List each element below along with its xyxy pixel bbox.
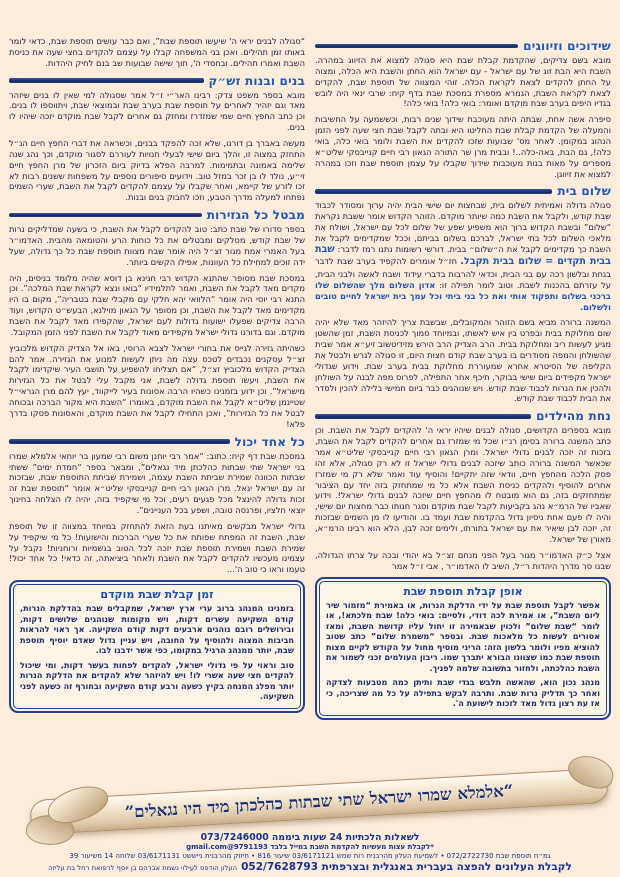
- info-box-early-time: [9, 580, 305, 713]
- section-header-shalom-bayit: [315, 184, 611, 198]
- footer-halachic-hotline: לשאלות הלכתיות 24 שעות ביממה 073/7246000: [200, 831, 420, 843]
- footer-email-line: *לקבלת עצות מעשיות להקדמת השבת במייל בלבד 9791193@gmail.com: [186, 843, 434, 852]
- section-title: מבטל כל הגזירות: [206, 208, 305, 223]
- header-rule: [315, 189, 552, 194]
- section-title: שידוכים וזיווגים: [523, 39, 611, 53]
- paragraph: אצל כ״ק האדמו״ר מגור בעל הפני מנחם זצ״ל בא יהודי ובכה על צרתו הגדולה, שבנו סר מדרך היהדות ר״ל, השיב לו האדמו״ר , אבי ז״ל אמר: [315, 549, 611, 571]
- highlight-prayer: אדון השלום מלך שהשלום שלו ברכני בשלום ותפקוד אותי ואת כל בני ביתי וכל עמך בית ישראל לחיים טובים ולשלום.: [315, 279, 611, 312]
- section-title: בנים ובנות זש״ק: [208, 73, 305, 88]
- paragraph: [315, 200, 611, 312]
- section-title: נחת מהילדים: [536, 409, 611, 424]
- footer-distribution-line: [0, 861, 620, 874]
- scroll-ribbon-banner: [29, 768, 608, 835]
- header-rule: [315, 414, 531, 419]
- text-run: חז״ל אומרים להקפיד בערב שבת לדבר בנחת ובלשון רכה עם בני הבית, וכדאי להרבות בדברי עידוד ושבח לאשה ולבני הבית, על עזרתם בהכנות לשבת. וטוב לומר תפילה זו:: [315, 256, 611, 290]
- section-title: כל אחד יכול: [234, 434, 305, 449]
- footer-dedication-text: העלון הודפס לעילוי נשמת אברהם בן יוסף לרפואת רחל בת עליזה: [48, 863, 238, 872]
- footer-contact-block: [0, 832, 620, 874]
- column-right: [315, 36, 611, 720]
- section-title: שלום בית: [557, 184, 611, 199]
- footer-distribution-text: לקבלת העלונים להפצה בעברית באנגלית ובצרפתית 052/7628793: [241, 860, 572, 873]
- section-header-gezerot: [9, 208, 305, 222]
- paragraph: כשהיתה גזירה לגייס את בחורי ישראל לצבא הרוסי, באו אל הצדיק הקדוש מלכוביץ זצ״ל עסקנים נכבדים לטכס עצה מה ניתן לעשות למנוע את הגזירה. אמר להם הצדיק הקדוש מלכוביץ זצ״ל, “אם תצליחו להשפיע על תושבי העיר שיקדימו לקבל את השבת, ויעשו תוספת גדולה לשבת, אני מקבל עלי לבטל את כל הגזירות מישראל”. וכן ידוע בזמנינו כשהיו הרבה אסונות בעיר לייקווד, יעץ להם מרן הגראי״ל שטיינמן שליט״א לקבל את השבת מוקדם, באומרו “השבת היא מקור הברכה ובכוחה לבטל את כל הגזירות”, ואכן התחילו לקבל את השבת מוקדם, והאסונות פסקו בדרך פלא!: [9, 342, 305, 429]
- paragraph: מובא בספרים הקדושים, סגולה לבנים שיהיו יראי ה' להקדים לקבל את השבת. וכן כתב המשנה ברורה בסימן רנ״ו שכל מי שמזרז גם אחרים להקדים לקבל את השבת, בזכות זה יזכה לבנים גדולי ישראל. ומרן הגאון רבי חיים קנייבסקי שליט״א אמר שכאשר המשנה ברורה כותב שיזכה לבנים גדולי ישראל זו לא רק סגולה, אלא זהו פסק הלכה מהחפץ חיים, וודאי שזה יתקיים! והוסיף עוד ואמר שלא רק מי שמזרז אחרים להוסיף ולהקדים כניסת השבת אלא כל מי שמתחזק בזה יחד עם הציבור שמתחזקים בזה, גם הוא מובטח לו מהחפץ חיים שיזכה לבנים גדולי ישראל!. וידוע שאביו של הרמ״א נהג בקביעות לקבל שבת מוקדם וסגר חנותו כבר מחצות יום שישי, והיה לו פעם אחת ניסיון גדול בהקדמת שבת ועמד בו. והודיעו לו מן השמים שבזכות זה, יזכה לבן שיאיר את עם ישראל בתורתו, ולימים זכה לבן, הלא הוא רבינו הרמ״א, מאורן של ישראל.: [315, 425, 611, 544]
- section-header-nachat: [315, 409, 611, 423]
- paragraph: מובא בספר משפט צדק: רבינו האר״י ז״ל אמר שסגולה למי שאין לו בנים שיזהר מאד וגם יזהיר לאחרים על תוספת שבת בערב שבת ובמוצאי שבת, ויתווספו לו בנים. וכן כתב החפץ חיים שמי שמזדרז ומחזק גם אחרים לקבל שבת מוקדם יזכה שיהיו לו בנים.: [9, 89, 305, 133]
- banner-area: [0, 771, 620, 831]
- column-left: [9, 36, 305, 720]
- header-rule: [315, 44, 518, 49]
- paragraph: מעשה באברך בן דורנו, שלא זכה להפקד בבנים, וכשראה את דברי החפץ חיים הנ״ל התחזק במצוה זו, והלך ביום שישי לבעלי חנויות לעוררם לסגור מוקדם, וכך נהג שנה שלימה באמונה ובתמימות. למרבה הפלא בדיוק ביום הזכרון של מרן החפץ חיים זי״ע, נולד לו בן זכר במזל טוב. וידועים סיפורים נוספים על משפחות ששנים רבות לא זכו לזרע של קיימא, ואחר שקבלו על עצמם להקדים לקבל את השבת, שערי השמים נפתחו למעלה מדרך הטבע, וזכו לחבוק בנים ובנות.: [9, 138, 305, 203]
- header-rule: [9, 213, 202, 218]
- paragraph: גדולי ישראל מבקשים מאיתנו בעת הזאת להתחזק במיוחד במצווה זו של תוספת שבת, השבת זה המפתח שפותח את כל שערי הברכות והישועות! כל מי שיקפיד על שמירת השבת ושמירת תוספת שבת יזכה לכל הטוב בגשמיות ורוחניות! נקבל על עצמינו מעכשיו להקדים לקבל את השבת ולאחר ביציאתה, זה כדאי! כל אחד יכול! טעמו וראו כי טוב ה'...: [9, 520, 305, 575]
- header-rule: [9, 78, 204, 83]
- paragraph: במסכת שבת דף קיח: כתוב: “אמר רבי יוחנן משום רבי שמעון בר יוחאי אלמלא שמרו בני ישראל שתי שבתות כהלכתן מיד נגאלים”, ומבאר בספר “חמדת ימים” ששתי שבתות הכוונה שמירת שביתת השבת עצמה, ושמירת שביתת התוספת שבת, שבזכות זה עם ישראל יגאל. מרן הגאון רבי חיים קנייבסקי שליט״א אומר “תוספת שבת זה זכות גדולה להינצל מכל פגעים רעים, וכל מי שיקפיד בזה, יהיה לו הצלחה בחינוך יוצאי חלציו, ופרנסה טובה, ושפע בכל העניינים”.: [9, 450, 305, 515]
- info-box-accepting-tosefet: [315, 577, 611, 720]
- section-header-shidduchim: [315, 39, 611, 53]
- paragraph: מובא בשם צדיקים, שהקדמת קבלת שבת היא סגולה למצוא את הזיווג במהרה. השבת היא הבת זוג של עם ישראל - עם ישראל הוא החתן והשבת היא הכלה, ומצוה על החתן להקדים לצאת לקראת הכלה. זוהי המצווה של תוספת שבת, להקדים לצאת לקראת השבת, הגמרא מספרת במסכת שבת בדף קיח: שרבי ינאי היה לובש בגדיו היפים בערב שבת מוקדם ואומר: בואי כלה! בואי כלה!: [315, 55, 611, 109]
- paragraph: בספר סדורו של שבת כתב: טוב להקדים לקבל את השבת, כי בשעה שמדליקים נרות של שבת קודש, מסלקים ומבטלים את כל כוחות הרע והטומאה מהבית. האדמו״ר בעל האמרי אמת מגור זצ״ל היה אומר שבח מצוות תוספת שבת כל כך גדולה, שעל ידה זוכים למחילת כל העוונות, אפילו הקשים ביותר.: [9, 224, 305, 267]
- highlight-gematria: שבת בבית תקדים = שלום בבית תקבל.: [315, 243, 611, 268]
- paragraph: סיפרה אשה אחת, שבתה היתה מעוכבת שידוך שנים רבות, וכששמעה על החשיבות והמעלה של הקדמת קבלת שבת החליטו היא ובתה לקבל שבת חצי שעה לפני הזמן הנהוג במקומן. לאחר מס' שבועות שזכו להקדים את השבת ולומר בואי כלה, בואי כלה!, גם הבת, באה-כלה..! ובבית מרן שר התורה הגאון רבי חיים קנייבסקי שליט״א מספרים על מאות בנות מעוכבות שידוך שקבלו על עצמן תוספת שבת וזכו במהרה למצוא את זיווגן.: [315, 114, 611, 179]
- box-paragraph: טוב וראוי על פי גדולי ישראל, להקדים לפחות בעשר דקות, ומי שיכול להקדים חצי שעה אשרי לו! ויש להיזהר שלא להקדים את הדלקת הנרות יותר מפלג המנחה בקיץ כשעה ורבע קודם השקיעה ובחורף זה כשעה לפני השקיעה.: [20, 659, 294, 702]
- section-header-banim: [9, 74, 305, 88]
- banner-text: “אלמלא שמרו ישראל שתי שבתות כהלכתן מיד היו נגאלים”: [124, 780, 514, 822]
- paragraph: במסכת שבת מסופר שהתנא הקדוש רבי חנינא בן דוסא שהיה מלומד בניסים, היה מקדים מאד לקבל את השבת, ואמר לתלמידיו “בואו ונצא לקראת שבת המלכה”. וכן התנא רבי יוסי היה אומר “הלוואי יהא חלקי עם מקבלי שבת בטבריה”, מקום בו היו מקדימים מאד לקבל את השבת, וכן מסופר על הגאון מוילנא, הבעש״ט הקדוש, ועוד הרבה צדיקים שפעלו ישועות גדולות לעם ישראל, שהקפידו מאד לקבל את השבת מוקדם. וגם בדורנו גדולי ישראל מקפידים מאוד לקבל את השבת לפני הזמן המקובל.: [9, 272, 305, 337]
- box-title: אופן קבלת תוספת שבת: [403, 584, 523, 598]
- box-title: זמן קבלת שבת מוקדם: [100, 588, 214, 602]
- paragraph-continuation: “סגולה לבנים יראי ה' שיעשו תוספת שבת”, ואם כבר עושים תוספת שבת, כדאי לומר באותו זמן תהילים. ואכן בני המשפחה קבלו על עצמם להקדים בחצי שעה את כניסת השבת ואמרו תהילים. ובחסדי ה', תוך שישה שבועות שב בנם לחיק היהדות.: [9, 36, 305, 68]
- paragraph: המשנה ברורה מביא בשם הזוהר והמקובלים, שבשבת צריך להיזהר מאד שלא יהיה שום מחלוקת בבית ובפרט בין איש לאשתו, ובמיוחד סמוך לכניסת השבת, זמן שהשטן מגיע לעשות ריב ומחלוקת בבית. הרב הצדיק הרב הירש מזידיטשוב זיע״א אמר שבית שהשולחן והמפה מסודרים בו בערב שבת קודם חצות היום, זו סגולה לגרש ולבטל את הקליפה של הסיטרא אחרא שמעוררת מחלוקת בבית בערב שבת. וידוע שגדולי ישראל מקפידים ביום שישי בבוקר, תיכף אחר התפילה, לפרוס מפה לבנה על השולחן ולהכין את הנרות לכבוד שבת קודש. ויש שנוהגים כבר ביום חמישי בלילה להכין ולסדר את הבית לכבוד שבת קודש.: [315, 317, 611, 404]
- header-rule: [9, 439, 230, 444]
- box-paragraph: בזמנינו המנהג ברוב ערי ארץ ישראל, שמקבלים שבת בהדלקת הנרות, קודם השקיעה עשרים דקות, ויש מקומות שנוהגים שלושים דקות, ובירושלים רובם נוהגים ארבעים דקות קודם השקיעה. אך ראוי להראות חביבות המצוה ולהוסיף על החובה, ויש עניין גדול שאדם יוסיף תוספת שבת, יותר ממנהג הרגיל במקומו, כפי אשר ידבנו לבו.: [20, 603, 294, 656]
- text-run: סגולה גדולה ואמיתית לשלום בית, שבחצות יום שישי הבית יהיה ערוך ומסודר לכבוד שבת קודש, ולקבל את השבת כמה שיותר מוקדם. הזוהר הקדוש אומר ששבת נקראת “שלום” ובשבת הקדוש ברוך הוא משפיע שפע של שלום לכל עם ישראל, ושולח את מלאכי השלום לכל בתי ישראל, לברכם בשלום בביתם, וככל שמקדימים לקבל את השבת כך מקדימים לקבל את ה״שלום״ בבית. דורשי רשומות נתנו רמז לדבר:: [315, 200, 611, 254]
- ribbon-curl-icon: [43, 778, 112, 830]
- section-header-kol-echad: [9, 435, 305, 449]
- box-paragraph: אפשר לקבל תוספת שבת על ידי הדלקת הנרות, או באמירת “מזמור שיר ליום השבת”, או אמירת לכה דודי, ולסיים: בואי כלה! שבת מלכתא!, או לומר “שבת שלום” ולכוין שבאמירה זו יחול עליו קדושת השבת, ומאז אסורים לעשות כל מלאכות שבת. ובספר “משמרת שלום” כתב שטוב להוציא מפיו ולומר בלשון הזה: הריני מוסיף מחול על הקודש לקיים מצות תוספת שבת כמו שצוונו הבורא יתברך שמו. ריבון העולמים זכני לשמור את השבת כהלכתה, ולחזור בתשובה שלמה לפניך.: [326, 599, 600, 673]
- footer-phone-lines: גמ״ח תוספת שבת 072/2722730 • לשמיעת העלון מהרבנית רות שמש 03/6171121 שיעור 816 • חיזוק מהרבנית נייששט 03/6171131 שלוחה 14 משיעור 39: [69, 852, 551, 861]
- box-paragraph: מנהג נכון הוא, שהאשה תלבש בגדי שבת ותיתן כמה מטבעות לצדקה ואחר כך תדליק נרות שבת. ותרבה לבקש בתפילה על כל מה שצריכה, כי אז עת רצון גדול מאד לזכות לישועת ה'.: [326, 677, 600, 709]
- bottom-block: [0, 771, 620, 874]
